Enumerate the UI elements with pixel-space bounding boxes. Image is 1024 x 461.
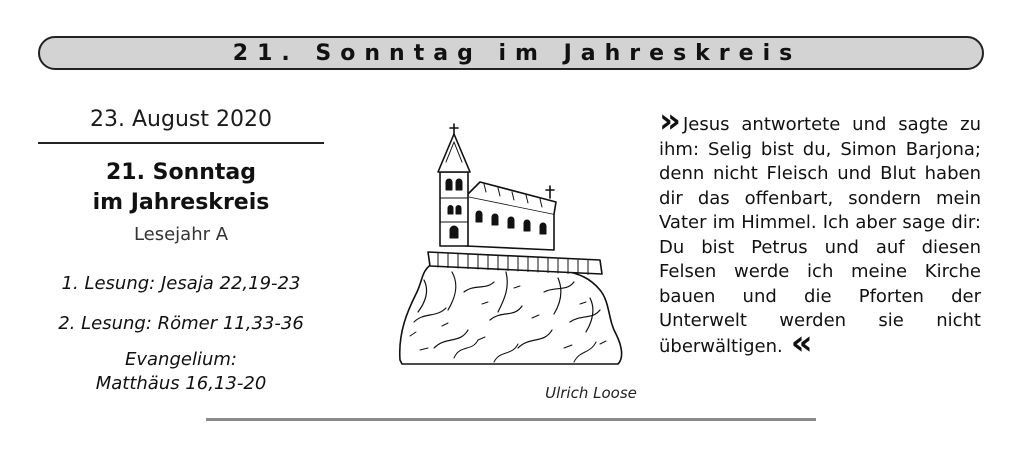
illustration-credit: Ulrich Loose — [545, 384, 637, 402]
date-divider — [38, 142, 324, 144]
open-quote-mark: » — [659, 101, 677, 141]
gospel-quote — [659, 101, 981, 363]
first-reading: 1. Lesung: Jesaja 22,19-23 — [61, 273, 301, 294]
sunday-title-line1: 21. Sonntag — [105, 160, 257, 185]
banner-title: 21. Sonntag im Jahreskreis — [232, 40, 802, 66]
quote-text: Jesus antwortete und sagte zu ihm: Selig bist du, Simon Barjona; denn nicht Fleisch und Blut haben dir das offenbart, sondern mein Vater im Himmel. Ich aber sage dir: Du bist Petrus und auf diesen Felsen werde ich meine Kirche bauen und die Pforten der Unterwelt werden sie nicht überwältigen. — [659, 114, 981, 357]
bottom-divider — [206, 418, 816, 421]
liturgy-info — [38, 100, 324, 396]
gospel-reference: Matthäus 16,13-20 — [95, 373, 267, 394]
second-reading: 2. Lesung: Römer 11,33-36 — [58, 313, 304, 334]
gospel-label: Evangelium: — [125, 349, 237, 370]
date-label: 23. August 2020 — [90, 107, 272, 132]
sunday-title-line2: im Jahreskreis — [92, 190, 270, 215]
church-on-rock-drawing-icon — [394, 122, 630, 370]
close-quote-mark: « — [790, 322, 809, 363]
header-banner — [38, 36, 984, 70]
lesejahr-label: Lesejahr A — [133, 224, 229, 245]
